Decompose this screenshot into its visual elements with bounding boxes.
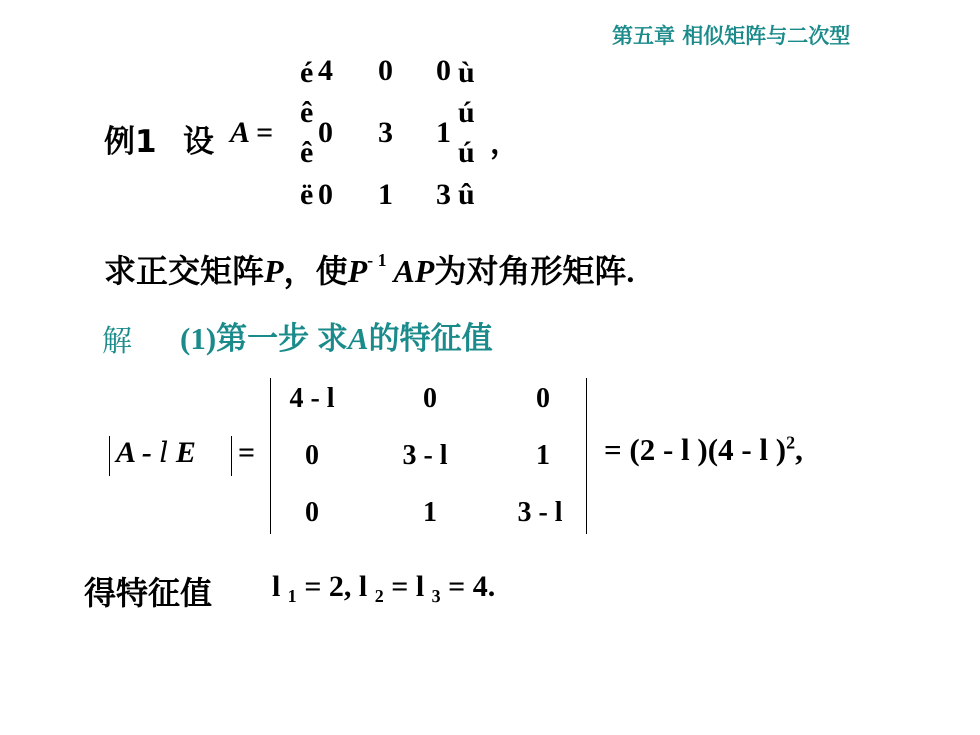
det-lhs-E: E xyxy=(175,436,196,469)
abs-bar-left xyxy=(109,436,110,476)
bracket-left-4: ë xyxy=(300,178,314,211)
matrix-a13: 0 xyxy=(436,54,451,87)
chapter-title: 第五章 相似矩阵与二次型 xyxy=(612,24,851,48)
abs-bar-right xyxy=(231,436,232,476)
solution-step-A: A xyxy=(347,321,369,356)
matrix-a31: 0 xyxy=(318,178,333,211)
solution-step-end: 的特征值 xyxy=(368,321,493,356)
det-bar-left xyxy=(270,378,271,534)
det-equals: = xyxy=(238,436,256,469)
example-label xyxy=(104,116,157,161)
eigen-label: 得特征值 xyxy=(84,574,213,612)
bracket-left-1: é xyxy=(300,56,314,89)
det-rhs xyxy=(604,432,803,468)
bracket-left-2: ê xyxy=(300,96,314,129)
matrix-a33: 3 xyxy=(436,178,451,211)
task-period: . xyxy=(626,253,635,289)
det-cell-23: 1 xyxy=(536,440,550,471)
solution-step-text: (1)第一步 求 xyxy=(180,321,348,356)
matrix-a21: 0 xyxy=(318,116,333,149)
det-cell-22: 3 - l xyxy=(402,440,448,471)
det-cell-13: 0 xyxy=(536,383,550,414)
solution-step xyxy=(180,313,493,358)
solution-label: 解 xyxy=(102,324,132,359)
det-cell-31: 0 xyxy=(305,497,319,528)
det-lhs-A: A - xyxy=(116,436,152,469)
eigen-values: l ₁ = 2, l ₂ = l ₃ = 4. xyxy=(272,570,496,603)
matrix-lhs: A = xyxy=(230,116,273,149)
task-P: P xyxy=(264,253,284,289)
det-lhs-lambda: l xyxy=(159,436,169,469)
task-line xyxy=(104,246,634,292)
det-cell-33: 3 - l xyxy=(517,497,563,528)
det-rhs-expr: = (2 - l )(4 - l ) xyxy=(604,432,787,467)
det-bar-right xyxy=(586,378,587,534)
det-cell-32: 1 xyxy=(423,497,437,528)
matrix-a32: 1 xyxy=(378,178,393,211)
bracket-right-2: ú xyxy=(458,96,475,129)
det-cell-11: 4 - l xyxy=(289,383,335,414)
bracket-right-3: ú xyxy=(458,136,475,169)
example-comma: ， xyxy=(490,126,520,161)
det-lhs xyxy=(116,436,196,470)
setup-word: 设 xyxy=(183,124,214,160)
bracket-right-4: û xyxy=(458,178,475,211)
task-AP: AP xyxy=(386,253,435,289)
det-cell-12: 0 xyxy=(423,383,437,414)
det-rhs-exponent: 2 xyxy=(786,432,796,453)
task-text-1: 求正交矩阵 xyxy=(104,252,265,290)
task-P-inverse: P xyxy=(347,253,368,289)
det-rhs-comma: , xyxy=(795,432,803,467)
bracket-right-1: ù xyxy=(458,56,475,89)
task-text-3: 为对角形矩阵 xyxy=(434,252,627,290)
matrix-a22: 3 xyxy=(378,116,393,149)
matrix-a11: 4 xyxy=(318,54,333,87)
task-inverse-exponent: - 1 xyxy=(367,250,387,271)
example-number: 例1 xyxy=(104,124,157,160)
matrix-a23: 1 xyxy=(436,116,451,149)
bracket-left-3: ê xyxy=(300,136,314,169)
det-cell-21: 0 xyxy=(305,440,319,471)
task-text-2: ，使 xyxy=(283,252,348,290)
matrix-a12: 0 xyxy=(378,54,393,87)
